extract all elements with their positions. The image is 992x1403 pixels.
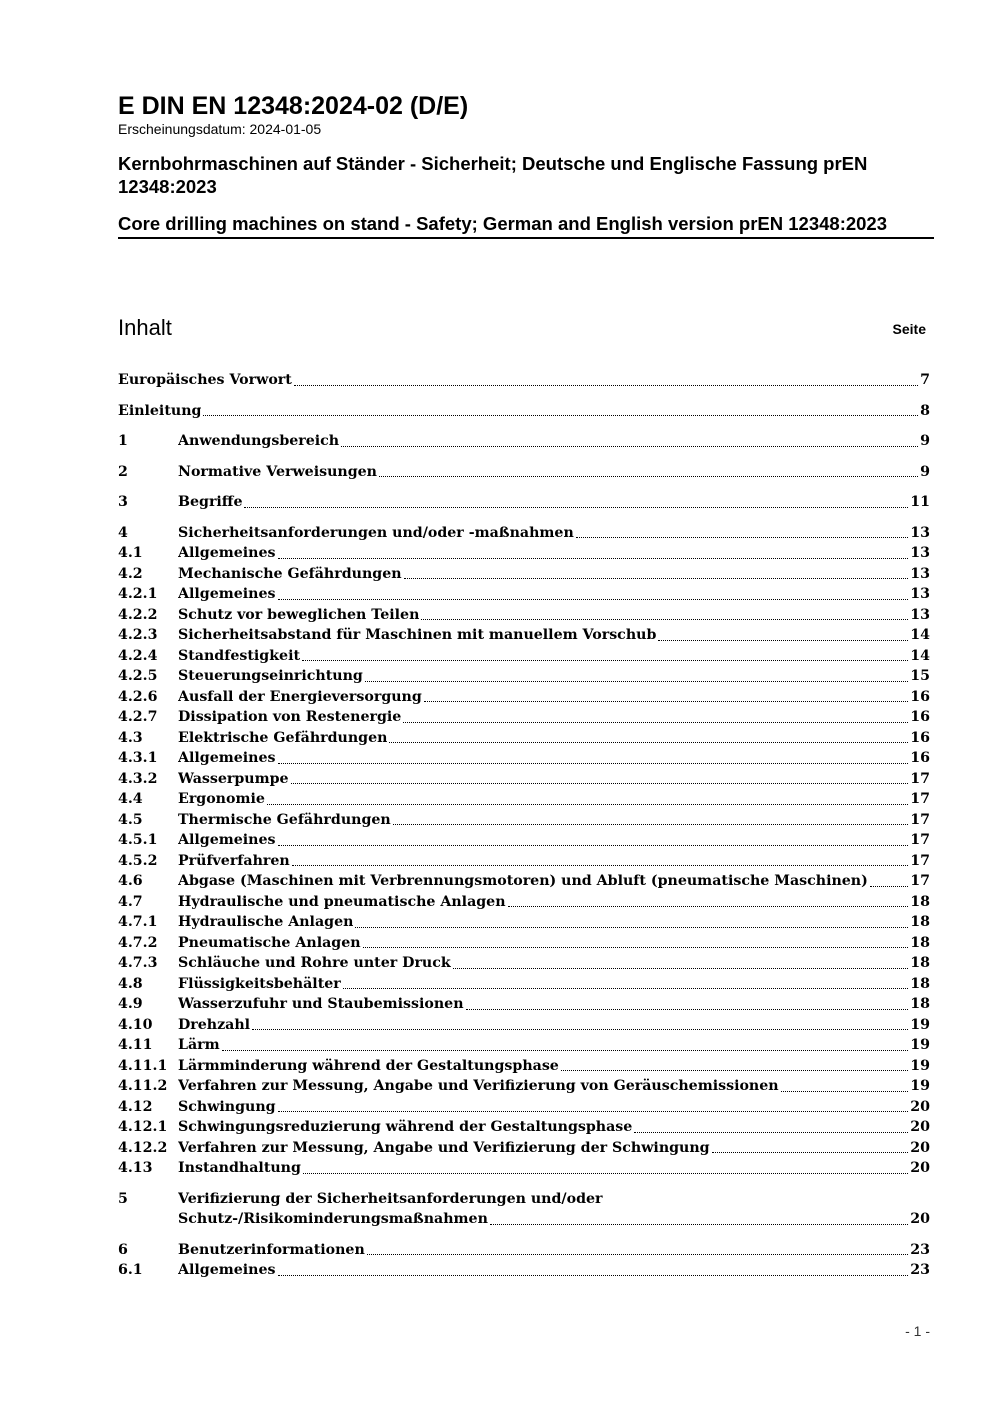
toc-dot-leader	[294, 385, 918, 386]
toc-entry-number: 4.2.1	[118, 586, 158, 602]
toc-entry[interactable]	[118, 769, 930, 790]
toc-dot-leader	[355, 927, 908, 928]
toc-entry[interactable]	[118, 851, 930, 872]
toc-entry-page: 20	[910, 1211, 930, 1227]
toc-entry[interactable]	[118, 462, 930, 483]
toc-entry-number: 4.11.1	[118, 1057, 168, 1074]
toc-entry-title: Allgemeines	[178, 832, 276, 848]
toc-entry-page: 18	[910, 975, 930, 992]
toc-entry-title: Hydraulische und pneumatische Anlagen	[178, 893, 506, 910]
toc-entry-title: Anwendungsbereich	[178, 433, 340, 449]
toc-entry[interactable]	[118, 748, 930, 769]
toc-entry-number: 4.12.1	[118, 1119, 168, 1135]
toc-entry-title: Steuerungseinrichtung	[178, 668, 363, 684]
toc-entry-number: 4.2	[118, 565, 143, 582]
toc-dot-leader	[379, 476, 918, 477]
toc-entry-number: 4.2.2	[118, 606, 158, 623]
toc-dot-leader	[363, 947, 909, 948]
toc-entry-page: 20	[910, 1139, 930, 1156]
toc-entry-title: Prüfverfahren	[178, 852, 290, 869]
toc-entry-page: 20	[910, 1098, 930, 1115]
toc-entry[interactable]	[118, 625, 930, 646]
toc-dot-leader	[278, 1275, 909, 1276]
toc-heading: Inhalt	[118, 315, 172, 340]
toc-entry-title: Mechanische Gefährdungen	[178, 565, 402, 582]
toc-entry-page: 8	[920, 402, 930, 419]
toc-entry[interactable]	[118, 728, 930, 749]
toc-entry-number: 6.1	[118, 1262, 143, 1278]
toc-entry[interactable]	[118, 1076, 930, 1097]
toc-entry-title: Schwingung	[178, 1098, 276, 1115]
toc-entry-title-continued: Schutz-/Risikominderungsmaßnahmen	[178, 1211, 488, 1227]
toc-entry-title: Abgase (Maschinen mit Verbrennungsmotoren) und Abluft (pneumatische Maschinen)	[178, 873, 868, 889]
toc-entry-page: 23	[910, 1241, 930, 1258]
toc-entry-page: 13	[910, 586, 930, 602]
toc-entry-title: Lärm	[178, 1037, 220, 1053]
toc-entry-number: 4	[118, 524, 128, 541]
toc-entry-title: Begriffe	[178, 494, 243, 510]
toc-entry-page: 18	[910, 934, 930, 951]
toc-entry-number: 4.7.3	[118, 955, 158, 971]
toc-entry[interactable]	[118, 933, 930, 954]
toc-entry-page: 13	[910, 524, 930, 541]
toc-entry-title: Hydraulische Anlagen	[178, 914, 354, 930]
title-german: Kernbohrmaschinen auf Ständer - Sicherheit; Deutsche und Englische Fassung prEN 12348:2023	[118, 153, 868, 197]
toc-dot-leader	[303, 1173, 908, 1174]
toc-entry[interactable]	[118, 431, 930, 452]
toc-entry[interactable]	[118, 564, 930, 585]
toc-entry-page: 13	[910, 545, 930, 561]
toc-entry[interactable]	[118, 1015, 930, 1036]
toc-entry-number: 4.5.2	[118, 852, 158, 869]
toc-entry-number: 4.1	[118, 545, 143, 561]
toc-entry-title: Schläuche und Rohre unter Druck	[178, 955, 451, 971]
toc-entry-page: 17	[910, 811, 930, 828]
toc-entry[interactable]	[118, 994, 930, 1015]
toc-entry[interactable]	[118, 543, 930, 564]
toc-entry-title: Standfestigkeit	[178, 647, 301, 664]
toc-entry-title: Allgemeines	[178, 750, 276, 766]
toc-entry-page: 17	[910, 852, 930, 869]
toc-dot-leader	[508, 906, 909, 907]
toc-dot-leader	[292, 865, 909, 866]
toc-entry[interactable]	[118, 666, 930, 687]
toc-entry-page: 18	[910, 955, 930, 971]
toc-entry[interactable]	[118, 1056, 930, 1077]
toc-entry-page: 14	[910, 627, 930, 643]
toc-dot-leader	[712, 1152, 909, 1153]
toc-entry[interactable]	[118, 370, 930, 391]
toc-entry-title: Allgemeines	[178, 1262, 276, 1278]
toc-entry-title: Wasserzufuhr und Staubemissionen	[178, 996, 464, 1012]
toc-entry-number: 2	[118, 463, 128, 480]
toc-entry-title: Dissipation von Restenergie	[178, 709, 402, 725]
toc-entry-page: 16	[910, 709, 930, 725]
toc-entry-number: 4.2.7	[118, 709, 158, 725]
toc-entry-page: 18	[910, 893, 930, 910]
toc-dot-leader	[490, 1224, 908, 1225]
toc-entry-number: 6	[118, 1241, 128, 1258]
toc-entry-page: 17	[910, 791, 930, 807]
toc-dot-leader	[658, 640, 908, 641]
toc-entry-page: 11	[910, 494, 930, 510]
toc-entry-page: 15	[910, 668, 930, 684]
table-of-contents	[118, 370, 930, 1281]
toc-entry-title: Drehzahl	[178, 1016, 251, 1033]
toc-entry-title: Normative Verweisungen	[178, 463, 377, 480]
toc-dot-leader	[252, 1029, 908, 1030]
toc-entry-number: 4.7.1	[118, 914, 158, 930]
toc-dot-leader	[278, 558, 909, 559]
toc-entry-number: 4.9	[118, 996, 143, 1012]
toc-entry[interactable]	[118, 892, 930, 913]
toc-entry-page: 16	[910, 750, 930, 766]
toc-entry-number: 4.5	[118, 811, 143, 828]
toc-dot-leader	[341, 446, 918, 447]
toc-entry-title: Verifizierung der Sicherheitsanforderungen und/oder	[178, 1190, 603, 1207]
toc-entry-title: Allgemeines	[178, 586, 276, 602]
toc-entry[interactable]	[118, 1097, 930, 1118]
toc-entry-number: 4.3.2	[118, 770, 158, 787]
toc-entry-number: 4.8	[118, 975, 143, 992]
toc-entry-number: 4.5.1	[118, 832, 158, 848]
toc-entry[interactable]	[118, 687, 930, 708]
toc-entry[interactable]	[118, 871, 930, 892]
toc-entry-title: Verfahren zur Messung, Angabe und Verifizierung von Geräuschemissionen	[178, 1078, 779, 1094]
toc-entry-title: Sicherheitsanforderungen und/oder -maßnahmen	[178, 524, 574, 541]
toc-entry[interactable]	[118, 1158, 930, 1179]
toc-entry-page: 13	[910, 606, 930, 623]
toc-dot-leader	[453, 968, 909, 969]
toc-dot-leader	[403, 722, 908, 723]
toc-page-column-label: Seite	[892, 321, 926, 337]
toc-dot-leader	[870, 886, 908, 887]
toc-entry[interactable]	[118, 401, 930, 422]
toc-entry-title: Instandhaltung	[178, 1160, 301, 1176]
toc-entry[interactable]	[118, 810, 930, 831]
toc-entry[interactable]	[118, 1240, 930, 1261]
toc-entry[interactable]	[118, 605, 930, 626]
toc-entry-title: Thermische Gefährdungen	[178, 811, 391, 828]
toc-dot-leader	[302, 660, 908, 661]
toc-entry[interactable]	[118, 1260, 930, 1281]
toc-entry-page: 16	[910, 729, 930, 746]
toc-entry-number: 4.7.2	[118, 934, 158, 951]
toc-entry-number: 4.13	[118, 1160, 153, 1176]
toc-entry-page: 14	[910, 647, 930, 664]
toc-dot-leader	[393, 824, 909, 825]
toc-entry-number: 4.4	[118, 791, 143, 807]
toc-entry-number: 4.11.2	[118, 1078, 168, 1094]
toc-entry-number: 4.10	[118, 1016, 153, 1033]
toc-entry-title: Benutzerinformationen	[178, 1241, 365, 1258]
toc-entry-page: 20	[910, 1119, 930, 1135]
toc-entry-number: 5	[118, 1190, 128, 1207]
toc-entry-title: Sicherheitsabstand für Maschinen mit manuellem Vorschub	[178, 627, 657, 643]
toc-dot-leader	[278, 845, 909, 846]
toc-entry-title: Flüssigkeitsbehälter	[178, 975, 341, 992]
document-number: E DIN EN 12348:2024-02 (D/E)	[118, 92, 469, 120]
toc-dot-leader	[222, 1050, 909, 1051]
toc-entry[interactable]	[118, 584, 930, 605]
toc-entry-title: Schutz vor beweglichen Teilen	[178, 606, 420, 623]
toc-entry-number: 1	[118, 433, 128, 449]
toc-entry-page: 18	[910, 996, 930, 1012]
toc-dot-leader	[244, 507, 908, 508]
toc-entry[interactable]	[118, 1138, 930, 1159]
toc-entry-page: 13	[910, 565, 930, 582]
toc-dot-leader	[561, 1070, 908, 1071]
toc-dot-leader	[389, 742, 908, 743]
toc-dot-leader	[466, 1009, 909, 1010]
toc-entry[interactable]	[118, 646, 930, 667]
toc-entry-page: 20	[910, 1160, 930, 1176]
toc-entry[interactable]	[118, 523, 930, 544]
toc-entry-title: Verfahren zur Messung, Angabe und Verifizierung der Schwingung	[178, 1139, 710, 1156]
toc-entry-page: 19	[910, 1037, 930, 1053]
toc-entry-title: Europäisches Vorwort	[118, 372, 292, 388]
toc-entry-page: 18	[910, 914, 930, 930]
toc-entry-number: 4.7	[118, 893, 143, 910]
toc-entry-title: Einleitung	[118, 402, 202, 419]
toc-entry[interactable]	[118, 707, 930, 728]
toc-entry-page: 17	[910, 832, 930, 848]
toc-entry-title: Lärmminderung während der Gestaltungsphase	[178, 1057, 559, 1074]
toc-dot-leader	[343, 988, 909, 989]
toc-entry-title: Wasserpumpe	[178, 770, 289, 787]
publication-date: Erscheinungsdatum: 2024-01-05	[118, 121, 322, 137]
toc-dot-leader	[424, 701, 908, 702]
toc-entry-title: Ausfall der Energieversorgung	[178, 688, 422, 705]
toc-entry-number: 4.2.3	[118, 627, 158, 643]
toc-entry[interactable]	[118, 912, 930, 933]
toc-entry-number: 4.3.1	[118, 750, 158, 766]
toc-dot-leader	[634, 1132, 908, 1133]
toc-entry-page: 19	[910, 1016, 930, 1033]
toc-entry-page: 19	[910, 1057, 930, 1074]
toc-entry-number: 4.2.6	[118, 688, 158, 705]
toc-entry-page: 17	[910, 873, 930, 889]
toc-dot-leader	[781, 1091, 909, 1092]
toc-entry-number: 3	[118, 494, 128, 510]
toc-dot-leader	[421, 619, 908, 620]
toc-entry-number: 4.2.4	[118, 647, 158, 664]
toc-dot-leader	[203, 415, 918, 416]
toc-entry-title: Pneumatische Anlagen	[178, 934, 361, 951]
toc-entry[interactable]	[118, 1189, 930, 1230]
toc-dot-leader	[404, 578, 909, 579]
toc-entry[interactable]	[118, 789, 930, 810]
toc-dot-leader	[278, 599, 909, 600]
toc-entry[interactable]	[118, 1035, 930, 1056]
toc-entry-title: Allgemeines	[178, 545, 276, 561]
toc-entry[interactable]	[118, 830, 930, 851]
toc-entry-page: 7	[920, 372, 930, 388]
document-header	[118, 92, 934, 239]
toc-entry-number: 4.6	[118, 873, 143, 889]
toc-entry[interactable]	[118, 1117, 930, 1138]
toc-entry-page: 16	[910, 688, 930, 705]
toc-entry-number: 4.11	[118, 1037, 153, 1053]
toc-dot-leader	[576, 537, 908, 538]
toc-entry[interactable]	[118, 953, 930, 974]
toc-entry-page: 9	[920, 433, 930, 449]
toc-entry-number: 4.2.5	[118, 668, 158, 684]
title-english: Core drilling machines on stand - Safety; German and English version prEN 12348:2023	[118, 213, 888, 234]
toc-dot-leader	[291, 783, 909, 784]
toc-entry-number: 4.12	[118, 1098, 153, 1115]
toc-entry-page: 17	[910, 770, 930, 787]
toc-entry-page: 9	[920, 463, 930, 480]
toc-entry-page: 19	[910, 1078, 930, 1094]
toc-entry[interactable]	[118, 492, 930, 513]
page-number: - 1 -	[905, 1323, 930, 1339]
toc-entry-page: 23	[910, 1262, 930, 1278]
toc-dot-leader	[278, 1111, 909, 1112]
toc-entry-number: 4.12.2	[118, 1139, 168, 1156]
toc-dot-leader	[267, 804, 908, 805]
toc-dot-leader	[367, 1254, 908, 1255]
toc-entry-title: Elektrische Gefährdungen	[178, 729, 388, 746]
toc-entry-title: Schwingungsreduzierung während der Gestaltungsphase	[178, 1119, 633, 1135]
toc-dot-leader	[278, 763, 909, 764]
toc-dot-leader	[365, 681, 908, 682]
toc-heading-row	[118, 314, 926, 344]
toc-entry-number: 4.3	[118, 729, 143, 746]
toc-entry[interactable]	[118, 974, 930, 995]
toc-entry-title: Ergonomie	[178, 791, 265, 807]
